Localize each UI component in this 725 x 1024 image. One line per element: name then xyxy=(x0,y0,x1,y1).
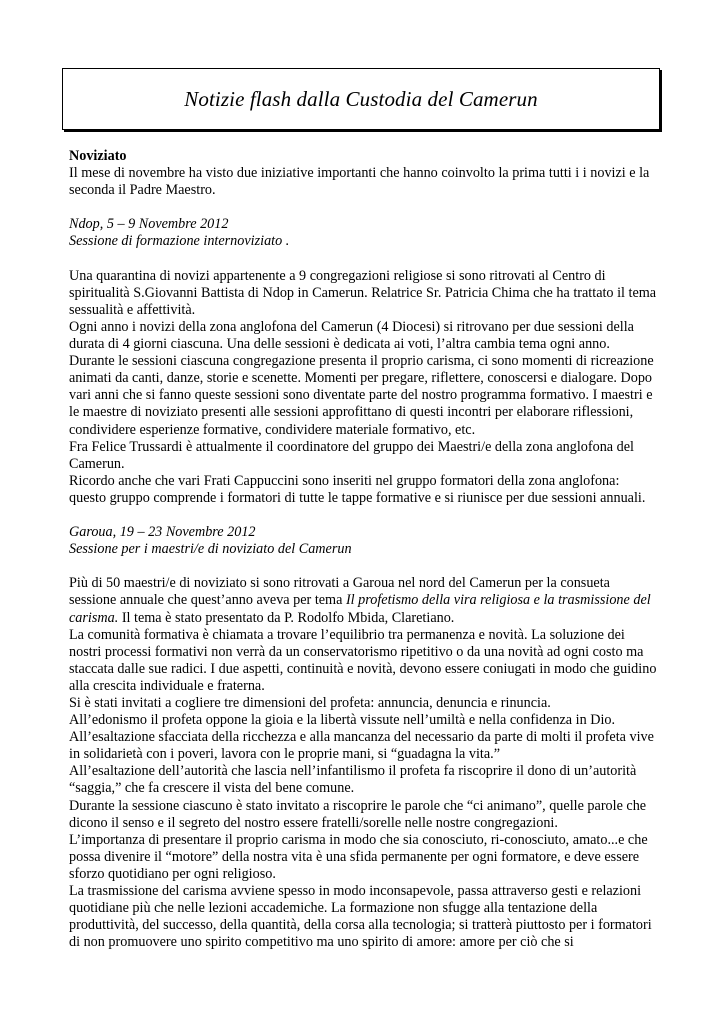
session-theme: Il profetismo della vira religiosa e la trasmissione del carisma. xyxy=(69,592,651,626)
garoua-subtitle: Sessione per i maestri/e di noviziato del Camerun xyxy=(69,541,352,558)
garoua-paragraph: La comunità formativa è chiamata a trovare l’equilibrio tra permanenza e novità. La soluzione dei nostri processi formativi non verrà da un conservatorismo ripetitivo o da una novità ad ogni costo ma staccata dalle sue radici. I due aspetti, continuità e novità, devono essere coniugati in modo che guidino alla crescita individuale e fraterna. xyxy=(69,626,657,694)
garoua-presenter-text: Il tema è stato presentato da P. Rodolfo Mbida, Claretiano. xyxy=(118,609,455,626)
page-title: Notizie flash dalla Custodia del Camerun xyxy=(184,86,538,111)
garoua-paragraph: La trasmissione del carisma avviene spesso in modo inconsapevole, passa attraverso gesti e relazioni quotidiane più che nelle lezioni accademiche. La formazione non sfugge alla tentazione della produttività, del successo, della quantità, della corsa alla tecnologia; si tratterà piuttosto per i formatori di non promuovere uno spirito competitivo ma uno spirito di amore: amore per ciò che si xyxy=(69,883,652,951)
ndop-subtitle: Sessione di formazione internoviziato . xyxy=(69,233,290,250)
garoua-intro-text: Più di 50 maestri/e di noviziato si sono ritrovati a Garoua nel nord del Camerun per la consueta sessione annuale che quest’anno aveva per tema xyxy=(69,575,610,609)
garoua-paragraph: Si è stati invitati a cogliere tre dimensioni del profeta: annuncia, denuncia e rinuncia. xyxy=(69,695,551,711)
ndop-paragraph: Fra Felice Trussardi è attualmente il coordinatore del gruppo dei Maestri/e della zona anglofona del Camerun. xyxy=(69,438,634,472)
ndop-paragraph: Ogni anno i novizi della zona anglofona del Camerun (4 Diocesi) si ritrovano per due sessioni della durata di 4 giorni ciascuna. Una delle sessioni è dedicata ai voti, l’altra cambia tema ogni anno. xyxy=(69,318,634,353)
garoua-paragraph: Durante la sessione ciascuno è stato invitato a riscoprire le parole che “ci animano”, quelle parole che dicono il senso e il segreto del nostro essere fratelli/sorelle nelle nostre congregazioni. xyxy=(69,797,647,831)
title-box xyxy=(62,68,660,130)
garoua-paragraph: All’esaltazione sfacciata della ricchezza e alla mancanza del necessario da parte di molti il profeta vive in solidarietà con i poveri, lavora con le proprie mani, si “guadagna la vita.” xyxy=(69,729,654,763)
garoua-first-paragraph xyxy=(69,575,659,626)
ndop-paragraph: Una quarantina di novizi appartenente a 9 congregazioni religiose si sono ritrovati al Centro di spiritualità S.Giovanni Battista di Ndop in Camerun. Relatrice Sr. Patricia Chima che ha trattato il tema sessualità e affettività. xyxy=(69,267,657,318)
intro-paragraph: Il mese di novembre ha visto due iniziative importanti che hanno coinvolto la prima tutti i i novizi e la seconda il Padre Maestro. xyxy=(69,165,650,199)
garoua-paragraph: All’esaltazione dell’autorità che lascia nell’infantilismo il profeta fa riscoprire il dono di un’autorità “saggia,” che fa crescere il vista del bene comune. xyxy=(69,763,637,797)
garoua-date: Garoua, 19 – 23 Novembre 2012 xyxy=(69,524,256,541)
ndop-paragraph: Ricordo anche che vari Frati Cappuccini sono inseriti nel gruppo formatori della zona anglofona: questo gruppo comprende i formatori di tutte le tappe formative e si riunisce per due sessioni annuali. xyxy=(69,472,646,506)
section-heading-noviziato: Noviziato xyxy=(69,148,127,164)
ndop-date: Ndop, 5 – 9 Novembre 2012 xyxy=(69,216,229,233)
garoua-paragraph: All’edonismo il profeta oppone la gioia e la libertà vissute nell’umiltà e nella confidenza in Dio. xyxy=(69,712,616,729)
ndop-paragraph: Durante le sessioni ciascuna congregazione presenta il proprio carisma, ci sono momenti di ricreazione animati da canti, danze, storie e scenette. Momenti per pregare, riflettere, conoscersi e dialogare. Dopo vari anni che si fanno queste sessioni sono diventate parte del nostro programma formativo. I maestri e le maestre di noviziato presenti alle sessioni approfittano di questi incontri per elaborare riflessioni, condividere esperienze formative, condividere materiale formativo, etc. xyxy=(69,353,654,438)
article-body xyxy=(69,148,659,951)
garoua-paragraph: L’importanza di presentare il proprio carisma in modo che sia conosciuto, ri-conosciuto, amato...e che possa divenire il “motore” della nostra vita è una sfida permanente per ogni formatore, e deve essere sforzo quotidiano per ogni religioso. xyxy=(69,831,648,882)
